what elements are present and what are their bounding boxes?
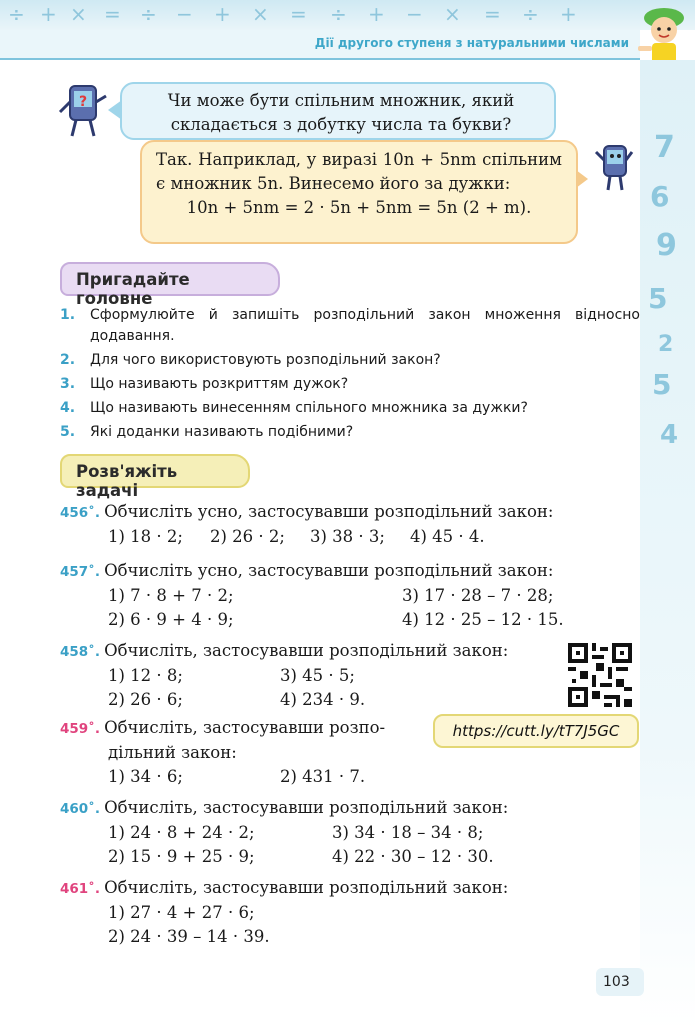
exercise-part: 4) 22 · 30 – 12 · 30. (332, 847, 494, 866)
decor-glyph: = (290, 2, 307, 26)
exercise-text-continued: дільний закон: (108, 743, 237, 762)
exercise-456 (60, 500, 640, 549)
decor-glyph: ÷ (140, 2, 157, 26)
decor-glyph: ÷ (522, 2, 539, 26)
question-text: Чи може бути спільним множник, який складається з добутку числа та букви? (167, 91, 515, 134)
item-text: Які доданки називають подібними? (90, 424, 354, 440)
exercise-part: 4) 234 · 9. (280, 690, 366, 709)
exercise-number: 459˚. (60, 721, 101, 737)
answer-text: Так. Наприклад, у виразі 10n + 5nm спільним є множник 5n. Винесемо його за дужки: (156, 150, 562, 193)
chapter-title: Дії другого ступеня з натуральними числами (314, 36, 629, 50)
exercise-part: 2) 24 · 39 – 14 · 39. (108, 927, 270, 946)
decor-glyph: × (252, 2, 269, 26)
item-number: 4. (60, 400, 76, 416)
decor-glyph: 5 (648, 282, 668, 315)
exercise-457 (60, 559, 640, 632)
exercise-part: 2) 26 · 6; (108, 690, 183, 709)
robot-mascot-icon (58, 82, 108, 140)
item-text: Що називають розкриттям дужок? (90, 376, 349, 392)
exercise-text: Обчисліть, застосувавши розподільний закон: (104, 878, 509, 897)
decor-glyph: + (560, 2, 577, 26)
item-number: 1. (60, 307, 76, 323)
decor-glyph: = (484, 2, 501, 26)
exercise-461 (60, 876, 640, 949)
exercise-part: 1) 7 · 8 + 7 · 2; (108, 586, 234, 605)
list-item (60, 374, 640, 395)
decor-glyph: 9 (656, 228, 677, 263)
svg-text:?: ? (78, 94, 88, 110)
exercise-number: 456˚. (60, 505, 101, 521)
answer-formula: 10n + 5nm = 2 · 5n + 5nm = 5n (2 + m). (186, 198, 532, 217)
decor-glyph: 7 (654, 130, 675, 165)
exercise-part: 3) 34 · 18 – 34 · 8; (332, 823, 484, 842)
exercise-text: Обчисліть, застосувавши розподільний закон: (104, 641, 509, 660)
decor-glyph: = (104, 2, 121, 26)
exercise-part: 4) 45 · 4. (410, 527, 485, 546)
exercise-part: 3) 45 · 5; (280, 666, 355, 685)
question-bubble (120, 82, 556, 140)
header-divider (0, 58, 640, 60)
tasks-section-label: Розв'яжіть задачі (60, 454, 250, 488)
exercise-part: 1) 18 · 2; (108, 527, 183, 546)
decor-glyph: 5 (652, 368, 672, 401)
item-number: 3. (60, 376, 76, 392)
decor-glyph: 6 (650, 180, 670, 213)
list-item (60, 350, 640, 371)
exercise-part: 3) 38 · 3; (310, 527, 385, 546)
item-text: Що називають винесенням спільного множника за дужки? (90, 400, 528, 416)
list-item (60, 305, 640, 347)
robot-mascot-icon (594, 142, 634, 192)
item-text: Для чого використовують розподільний закон? (90, 352, 441, 368)
exercise-459 (60, 716, 640, 789)
exercise-460 (60, 796, 640, 869)
item-number: 5. (60, 424, 76, 440)
exercise-part: 2) 431 · 7. (280, 767, 366, 786)
exercise-part: 2) 15 · 9 + 25 · 9; (108, 847, 255, 866)
exercise-part: 1) 24 · 8 + 24 · 2; (108, 823, 255, 842)
recall-section-label: Пригадайте головне (60, 262, 280, 296)
exercise-text: Обчисліть усно, застосувавши розподільний закон: (104, 561, 554, 580)
decor-glyph: 4 (660, 420, 679, 450)
decor-glyph: × (70, 2, 87, 26)
exercise-number: 460˚. (60, 801, 101, 817)
item-number: 2. (60, 352, 76, 368)
decor-glyph: + (214, 2, 231, 26)
exercise-part: 2) 26 · 2; (210, 527, 285, 546)
exercise-part: 1) 27 · 4 + 27 · 6; (108, 903, 255, 922)
exercise-part: 3) 17 · 28 – 7 · 28; (402, 586, 554, 605)
top-decorative-strip (0, 0, 695, 30)
exercise-text: Обчисліть усно, застосувавши розподільний закон: (104, 502, 554, 521)
exercise-number: 457˚. (60, 564, 101, 580)
item-text: Сформулюйте й запишіть розподільний закон множення відносно додавання. (90, 307, 640, 344)
exercise-458 (60, 639, 640, 712)
qr-code-icon[interactable] (568, 643, 632, 707)
exercise-part: 1) 34 · 6; (108, 767, 183, 786)
exercise-part: 1) 12 · 8; (108, 666, 183, 685)
page-number: 103 (603, 974, 630, 990)
exercise-part: 2) 6 · 9 + 4 · 9; (108, 610, 234, 629)
qr-link-text[interactable]: https://cutt.ly/tT7J5GC (452, 722, 620, 740)
answer-bubble (140, 140, 578, 244)
decor-glyph: + (40, 2, 57, 26)
recall-question-list (60, 305, 640, 446)
list-item (60, 422, 640, 443)
decor-glyph: ÷ (330, 2, 347, 26)
exercise-text: Обчисліть, застосувавши розпо- (104, 718, 386, 737)
decor-glyph: + (368, 2, 385, 26)
exercise-number: 461˚. (60, 881, 101, 897)
exercise-text: Обчисліть, застосувавши розподільний закон: (104, 798, 509, 817)
exercise-part: 4) 12 · 25 – 12 · 15. (402, 610, 564, 629)
right-decorative-strip (640, 60, 695, 1030)
decor-glyph: × (444, 2, 461, 26)
decor-glyph: ÷ (8, 2, 25, 26)
decor-glyph: − (406, 2, 423, 26)
decor-glyph: 2 (658, 332, 674, 357)
decor-glyph: − (176, 2, 193, 26)
exercise-number: 458˚. (60, 644, 101, 660)
list-item (60, 398, 640, 419)
